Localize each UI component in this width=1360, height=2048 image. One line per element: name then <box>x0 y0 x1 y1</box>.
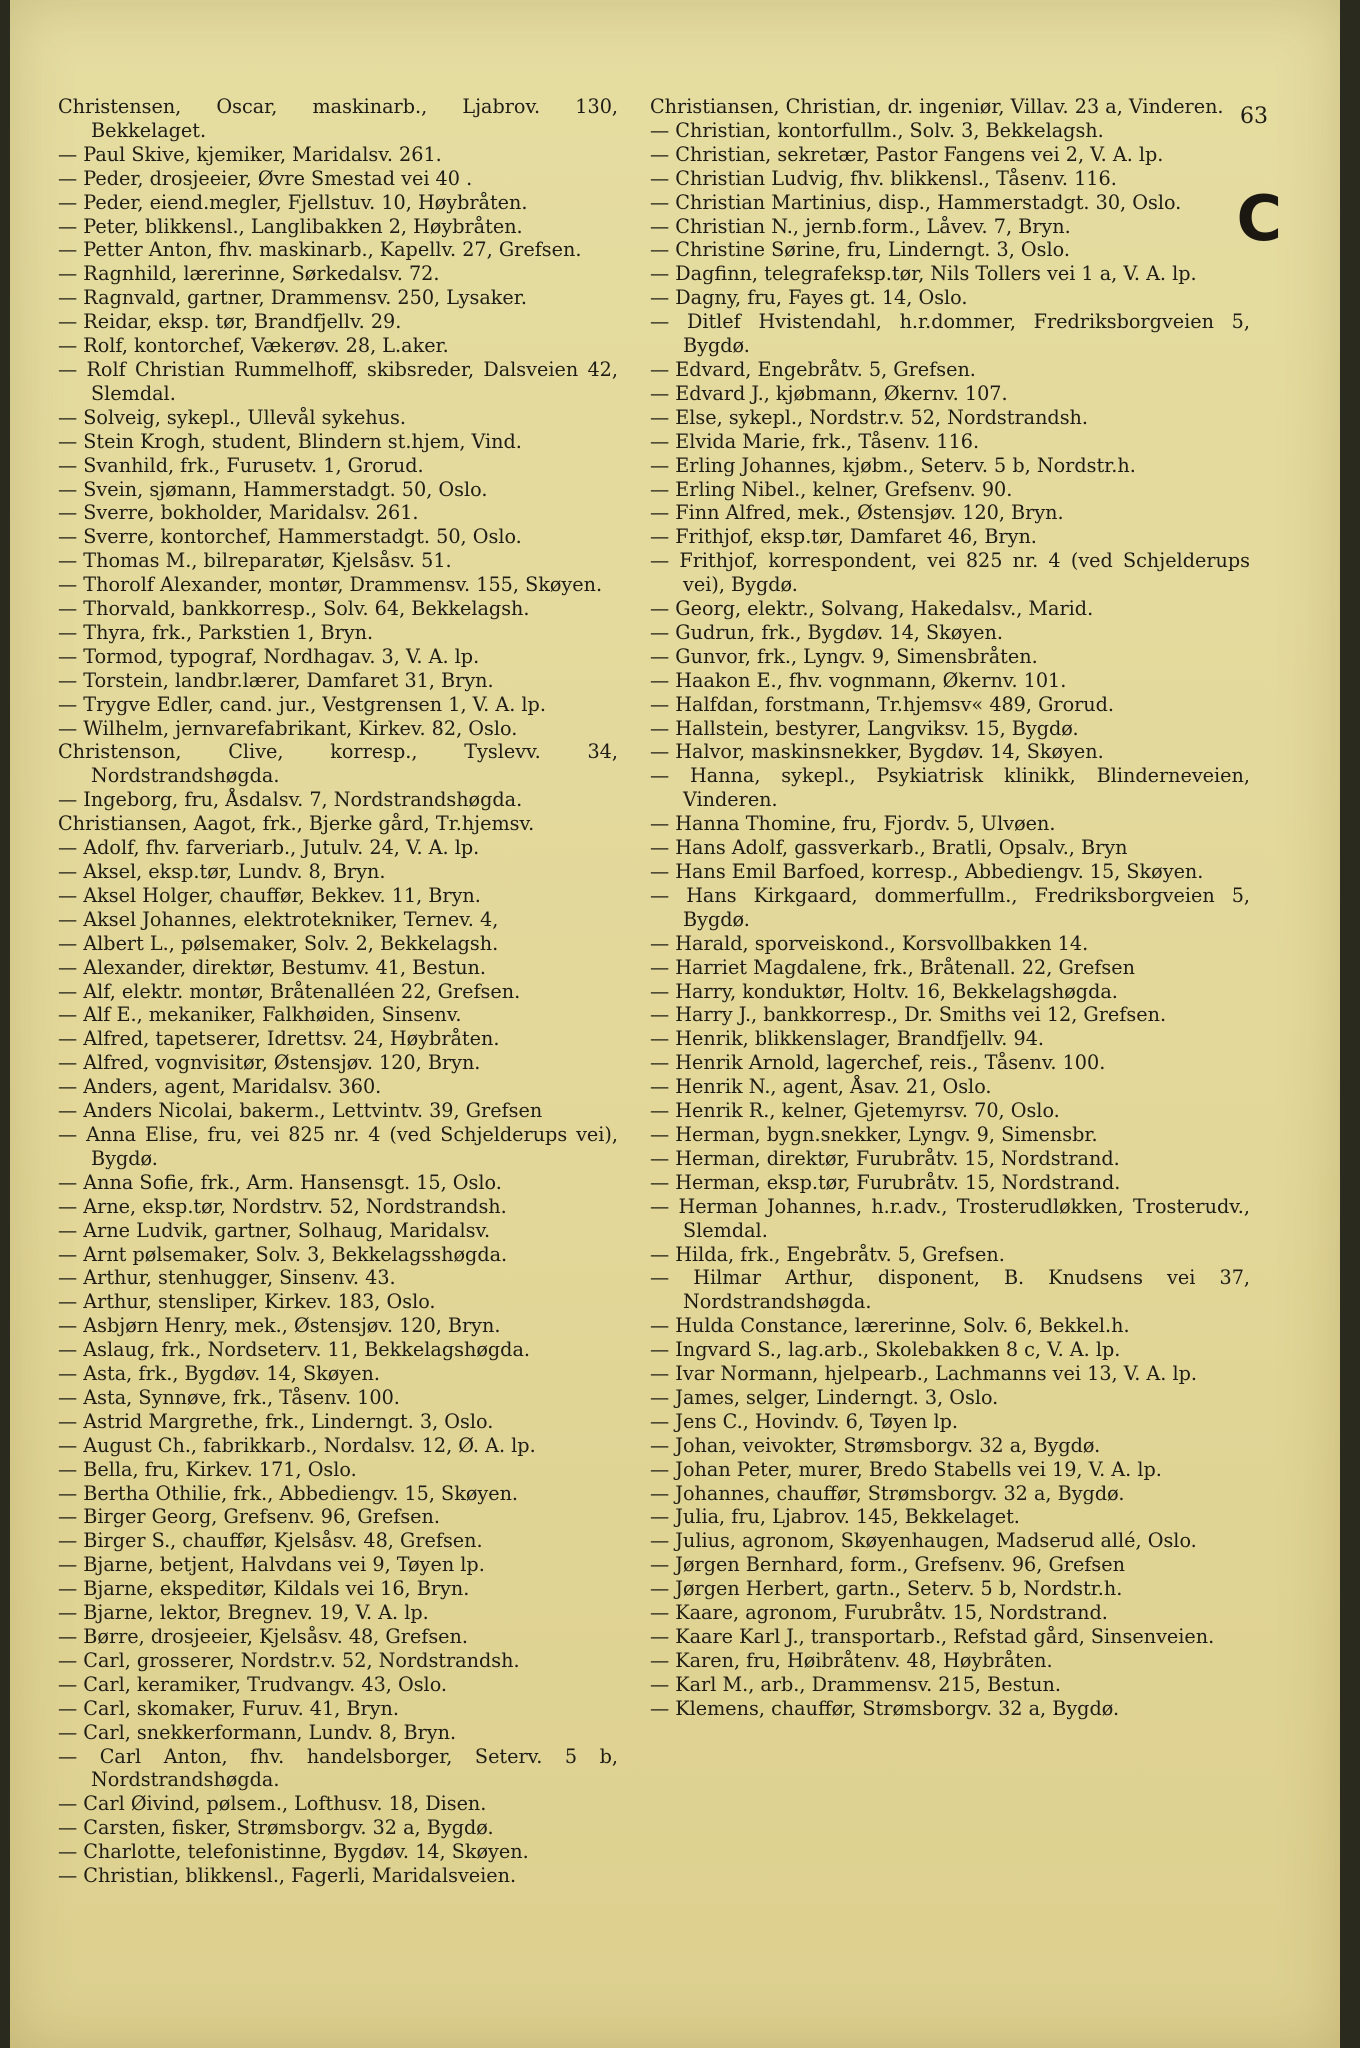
directory-entry: — Bjarne, betjent, Halvdans vei 9, Tøyen lp. <box>58 1553 485 1577</box>
directory-entry: — Svanhild, frk., Furusetv. 1, Grorud. <box>58 453 424 477</box>
directory-entry: — Herman, direktør, Furubråtv. 15, Nordstrand. <box>650 1146 1120 1170</box>
directory-entry: — Henrik R., kelner, Gjetemyrsv. 70, Oslo. <box>650 1099 1060 1123</box>
directory-entry: — Bjarne, ekspeditør, Kildals vei 16, Bryn. <box>58 1577 470 1601</box>
right-column <box>650 95 1250 1721</box>
directory-entry: — Dagny, fru, Fayes gt. 14, Oslo. <box>650 286 968 310</box>
directory-entry: — Ditlef Hvistendahl, h.r.dommer, Fredriksborgveien 5, Bygdø. <box>650 310 1250 358</box>
directory-entry: — Hilda, frk., Engebråtv. 5, Grefsen. <box>650 1242 1005 1266</box>
directory-entry: — Anders Nicolai, bakerm., Lettvintv. 39, Grefsen <box>58 1099 543 1123</box>
directory-entry: — Arthur, stenhugger, Sinsenv. 43. <box>58 1266 396 1290</box>
directory-entry: — Arthur, stensliper, Kirkev. 183, Oslo. <box>58 1290 436 1314</box>
directory-entry: — Julia, fru, Ljabrov. 145, Bekkelaget. <box>650 1505 1020 1529</box>
directory-entry: — Kaare Karl J., transportarb., Refstad gård, Sinsenveien. <box>650 1625 1215 1648</box>
directory-entry: — Arne Ludvik, gartner, Solhaug, Maridalsv. <box>58 1218 491 1242</box>
directory-entry: — Torstein, landbr.lærer, Damfaret 31, Bryn. <box>58 668 494 692</box>
directory-entry: — Asta, frk., Bygdøv. 14, Skøyen. <box>58 1362 380 1386</box>
directory-entry: — Asbjørn Henry, mek., Østensjøv. 120, Bryn. <box>58 1314 501 1338</box>
directory-entry: — Hanna, sykepl., Psykiatrisk klinikk, Blinderneveien, Vinderen. <box>650 764 1250 812</box>
directory-entry: — Albert L., pølsemaker, Solv. 2, Bekkelagsh. <box>58 931 499 955</box>
directory-entry: — Ragnhild, lærerinne, Sørkedalsv. 72. <box>58 262 440 286</box>
directory-entry: — Peder, eiend.megler, Fjellstuv. 10, Høybråten. <box>58 190 528 214</box>
directory-entry: — Hallstein, bestyrer, Langviksv. 15, Bygdø. <box>650 716 1079 740</box>
directory-entry: — James, selger, Linderngt. 3, Oslo. <box>650 1385 999 1409</box>
left-column <box>58 95 618 1888</box>
page-number: 63 <box>1240 104 1268 129</box>
directory-entry: Christiansen, Christian, dr. ingeniør, Villav. 23 a, Vinderen. <box>650 95 1224 118</box>
directory-entry: — Hans Emil Barfoed, korresp., Abbediengv. 15, Skøyen. <box>650 860 1204 883</box>
directory-entry: — Tormod, typograf, Nordhagav. 3, V. A. lp. <box>58 644 480 668</box>
directory-entry: — Aksel, eksp.tør, Lundv. 8, Bryn. <box>58 860 386 883</box>
directory-entry: — Paul Skive, kjemiker, Maridalsv. 261. <box>58 142 442 166</box>
directory-entry: — Charlotte, telefonistinne, Bygdøv. 14, Skøyen. <box>58 1840 529 1864</box>
directory-entry: — Karen, fru, Høibråtenv. 48, Høybråten. <box>650 1648 1053 1672</box>
directory-entry: — Alfred, vognvisitør, Østensjøv. 120, Bryn. <box>58 1051 481 1075</box>
directory-entry: Christiansen, Aagot, frk., Bjerke gård, Tr.hjemsv. <box>58 812 535 836</box>
directory-entry: — Aksel Johannes, elektrotekniker, Ternev. 4, <box>58 907 499 931</box>
directory-entry: — Finn Alfred, mek., Østensjøv. 120, Bryn. <box>650 501 1064 525</box>
directory-entry: — Ingeborg, fru, Åsdalsv. 7, Nordstrandshøgda. <box>58 788 523 812</box>
directory-entry: — Thyra, frk., Parkstien 1, Bryn. <box>58 620 374 644</box>
directory-entry: — Carl, keramiker, Trudvangv. 43, Oslo. <box>58 1672 448 1696</box>
directory-entry: — Alf, elektr. montør, Bråtenalléen 22, Grefsen. <box>58 979 521 1003</box>
directory-entry: — Kaare, agronom, Furubråtv. 15, Nordstrand. <box>650 1601 1108 1625</box>
directory-entry: — Johan Peter, murer, Bredo Stabells vei 19, V. A. lp. <box>650 1457 1162 1481</box>
directory-entry: — Christian, kontorfullm., Solv. 3, Bekkelagsh. <box>650 118 1104 142</box>
directory-entry: — Gudrun, frk., Bygdøv. 14, Skøyen. <box>650 620 1003 644</box>
directory-entry: — Hulda Constance, lærerinne, Solv. 6, Bekkel.h. <box>650 1314 1130 1338</box>
directory-entry: — Arne, eksp.tør, Nordstrv. 52, Nordstrandsh. <box>58 1194 507 1218</box>
directory-entry: — Karl M., arb., Drammensv. 215, Bestun. <box>650 1672 1061 1696</box>
directory-entry: — Jørgen Herbert, gartn., Seterv. 5 b, Nordstr.h. <box>650 1577 1123 1601</box>
directory-entry: — Klemens, chauffør, Strømsborgv. 32 a, Bygdø. <box>650 1696 1120 1720</box>
directory-entry: — Bjarne, lektor, Bregnev. 19, V. A. lp. <box>58 1601 429 1625</box>
directory-entry: — Carl, skomaker, Furuv. 41, Bryn. <box>58 1696 399 1720</box>
directory-entry: — Astrid Margrethe, frk., Linderngt. 3, Oslo. <box>58 1409 494 1433</box>
directory-entry: — Christian N., jernb.form., Låvev. 7, Bryn. <box>650 214 1071 238</box>
directory-entry: — Henrik, blikkenslager, Brandfjellv. 94. <box>650 1027 1045 1051</box>
directory-entry: — Christian Ludvig, fhv. blikkensl., Tåsenv. 116. <box>650 166 1117 190</box>
directory-entry: — Johan, veivokter, Strømsborgv. 32 a, Bygdø. <box>650 1433 1101 1457</box>
directory-entry: — Herman, bygn.snekker, Lyngv. 9, Simensbr. <box>650 1122 1098 1146</box>
directory-entry: — Birger Georg, Grefsenv. 96, Grefsen. <box>58 1505 440 1529</box>
directory-entry: — Halfdan, forstmann, Tr.hjemsv« 489, Grorud. <box>650 692 1115 716</box>
directory-entry: — Arnt pølsemaker, Solv. 3, Bekkelagsshøgda. <box>58 1242 508 1266</box>
directory-entry: — Edvard J., kjøbmann, Økernv. 107. <box>650 381 1008 405</box>
directory-entry: — Anders, agent, Maridalsv. 360. <box>58 1075 382 1099</box>
directory-entry: — Georg, elektr., Solvang, Hakedalsv., Marid. <box>650 597 1094 621</box>
directory-entry: — Jørgen Bernhard, form., Grefsenv. 96, Grefsen <box>650 1553 1125 1577</box>
directory-entry: — Peder, drosjeeier, Øvre Smestad vei 40 . <box>58 166 473 190</box>
directory-entry: — Carl, snekkerformann, Lundv. 8, Bryn. <box>58 1720 457 1744</box>
directory-entry: — Adolf, fhv. farveriarb., Jutulv. 24, V. A. lp. <box>58 836 480 860</box>
directory-entry: — Trygve Edler, cand. jur., Vestgrensen 1, V. A. lp. <box>58 692 546 716</box>
directory-entry: — Haakon E., fhv. vognmann, Økernv. 101. <box>650 668 1067 692</box>
directory-entry: — Edvard, Engebråtv. 5, Grefsen. <box>650 357 976 381</box>
directory-entry: — Hans Adolf, gassverkarb., Bratli, Opsalv., Bryn <box>650 836 1128 860</box>
directory-entry: — Sverre, bokholder, Maridalsv. 261. <box>58 501 419 525</box>
directory-entry: — Aslaug, frk., Nordseterv. 11, Bekkelagshøgda. <box>58 1338 530 1362</box>
directory-entry: — Johannes, chauffør, Strømsborgv. 32 a, Bygdø. <box>650 1481 1125 1505</box>
directory-entry: — Herman, eksp.tør, Furubråtv. 15, Nordstrand. <box>650 1170 1121 1194</box>
directory-entry: — Gunvor, frk., Lyngv. 9, Simensbråten. <box>650 644 1038 668</box>
directory-entry: — Herman Johannes, h.r.adv., Trosterudløkken, Trosterudv., Slemdal. <box>650 1194 1250 1242</box>
directory-entry: — Hilmar Arthur, disponent, B. Knudsens vei 37, Nordstrandshøgda. <box>650 1266 1250 1314</box>
directory-entry: — Frithjof, korrespondent, vei 825 nr. 4 (ved Schjelderups vei), Bygdø. <box>650 549 1250 597</box>
directory-entry: — Solveig, sykepl., Ullevål sykehus. <box>58 405 406 429</box>
section-letter: C <box>1236 182 1282 255</box>
directory-entry: — Svein, sjømann, Hammerstadgt. 50, Oslo. <box>58 477 488 501</box>
directory-entry: — Birger S., chauffør, Kjelsåsv. 48, Grefsen. <box>58 1529 483 1553</box>
directory-entry: — Julius, agronom, Skøyenhaugen, Madserud allé, Oslo. <box>650 1529 1197 1553</box>
directory-entry: — Carl Anton, fhv. handelsborger, Seterv. 5 b, Nordstrandshøgda. <box>58 1744 618 1792</box>
directory-entry: — Anna Sofie, frk., Arm. Hansensgt. 15, Oslo. <box>58 1170 502 1194</box>
directory-entry: — Henrik N., agent, Åsav. 21, Oslo. <box>650 1075 992 1099</box>
directory-entry: — Hanna Thomine, fru, Fjordv. 5, Ulvøen. <box>650 812 1056 836</box>
directory-entry: — Hans Kirkgaard, dommerfullm., Fredriksborgveien 5, Bygdø. <box>650 883 1250 931</box>
directory-entry: — Christian, blikkensl., Fagerli, Maridalsveien. <box>58 1864 517 1888</box>
directory-entry: — Ragnvald, gartner, Drammensv. 250, Lysaker. <box>58 286 527 310</box>
directory-entry: Christensen, Oscar, maskinarb., Ljabrov. 130, Bekkelaget. <box>58 95 618 142</box>
directory-entry: — Harriet Magdalene, frk., Bråtenall. 22, Grefsen <box>650 955 1135 979</box>
directory-entry: — Christian, sekretær, Pastor Fangens vei 2, V. A. lp. <box>650 142 1164 166</box>
directory-entry: — Asta, Synnøve, frk., Tåsenv. 100. <box>58 1385 400 1409</box>
directory-entry: — Carl Øivind, pølsem., Lofthusv. 18, Disen. <box>58 1792 487 1816</box>
directory-entry: — Alfred, tapetserer, Idrettsv. 24, Høybråten. <box>58 1027 500 1051</box>
directory-entry: — Petter Anton, fhv. maskinarb., Kapellv. 27, Grefsen. <box>58 238 582 262</box>
directory-entry: — Henrik Arnold, lagerchef, reis., Tåsenv. 100. <box>650 1051 1106 1075</box>
directory-entry: — Halvor, maskinsnekker, Bygdøv. 14, Skøyen. <box>650 740 1104 764</box>
directory-entry: — Rolf Christian Rummelhoff, skibsreder, Dalsveien 42, Slemdal. <box>58 357 618 405</box>
directory-entry: — Reidar, eksp. tør, Brandfjellv. 29. <box>58 310 402 334</box>
directory-entry: — Aksel Holger, chauffør, Bekkev. 11, Bryn. <box>58 883 481 907</box>
directory-entry: — Harry, konduktør, Holtv. 16, Bekkelagshøgda. <box>650 979 1118 1003</box>
directory-entry: Christenson, Clive, korresp., Tyslevv. 34, Nordstrandshøgda. <box>58 740 618 788</box>
directory-entry: — Bertha Othilie, frk., Abbediengv. 15, Skøyen. <box>58 1481 519 1505</box>
directory-entry: — Christian Martinius, disp., Hammerstadgt. 30, Oslo. <box>650 190 1182 214</box>
directory-entry: — August Ch., fabrikkarb., Nordalsv. 12, Ø. A. lp. <box>58 1433 536 1457</box>
directory-entry: — Ingvard S., lag.arb., Skolebakken 8 c, V. A. lp. <box>650 1338 1121 1362</box>
directory-entry: — Sverre, kontorchef, Hammerstadgt. 50, Oslo. <box>58 525 522 549</box>
directory-entry: — Thorolf Alexander, montør, Drammensv. 155, Skøyen. <box>58 573 603 597</box>
directory-entry: — Jens C., Hovindv. 6, Tøyen lp. <box>650 1409 959 1433</box>
directory-entry: — Christine Sørine, fru, Linderngt. 3, Oslo. <box>650 238 1070 262</box>
directory-entry: — Thorvald, bankkorresp., Solv. 64, Bekkelagsh. <box>58 597 530 621</box>
directory-entry: — Wilhelm, jernvarefabrikant, Kirkev. 82, Oslo. <box>58 716 518 740</box>
directory-entry: — Børre, drosjeeier, Kjelsåsv. 48, Grefsen. <box>58 1625 468 1648</box>
directory-page <box>10 0 1340 2048</box>
directory-entry: — Stein Krogh, student, Blindern st.hjem, Vind. <box>58 429 522 453</box>
directory-entry: — Alf E., mekaniker, Falkhøiden, Sinsenv. <box>58 1003 462 1027</box>
directory-entry: — Erling Nibel., kelner, Grefsenv. 90. <box>650 477 1013 501</box>
directory-entry: — Dagfinn, telegrafeksp.tør, Nils Tollers vei 1 a, V. A. lp. <box>650 262 1197 286</box>
directory-entry: — Anna Elise, fru, vei 825 nr. 4 (ved Schjelderups vei), Bygdø. <box>58 1122 618 1170</box>
directory-entry: — Harry J., bankkorresp., Dr. Smiths vei 12, Grefsen. <box>650 1003 1167 1027</box>
directory-entry: — Harald, sporveiskond., Korsvollbakken 14. <box>650 931 1089 955</box>
directory-entry: — Carsten, fisker, Strømsborgv. 32 a, Bygdø. <box>58 1816 494 1840</box>
directory-entry: — Thomas M., bilreparatør, Kjelsåsv. 51. <box>58 549 452 573</box>
directory-entry: — Erling Johannes, kjøbm., Seterv. 5 b, Nordstr.h. <box>650 453 1136 477</box>
directory-entry: — Else, sykepl., Nordstr.v. 52, Nordstrandsh. <box>650 405 1089 429</box>
directory-entry: — Alexander, direktør, Bestumv. 41, Bestun. <box>58 955 487 979</box>
directory-entry: — Frithjof, eksp.tør, Damfaret 46, Bryn. <box>650 525 1037 549</box>
directory-entry: — Bella, fru, Kirkev. 171, Oslo. <box>58 1457 357 1481</box>
directory-entry: — Peter, blikkensl., Langlibakken 2, Høybråten. <box>58 214 523 238</box>
directory-entry: — Ivar Normann, hjelpearb., Lachmanns vei 13, V. A. lp. <box>650 1362 1198 1386</box>
directory-entry: — Rolf, kontorchef, Vækerøv. 28, L.aker. <box>58 334 449 358</box>
directory-entry: — Carl, grosserer, Nordstr.v. 52, Nordstrandsh. <box>58 1648 520 1672</box>
directory-entry: — Elvida Marie, frk., Tåsenv. 116. <box>650 429 980 453</box>
